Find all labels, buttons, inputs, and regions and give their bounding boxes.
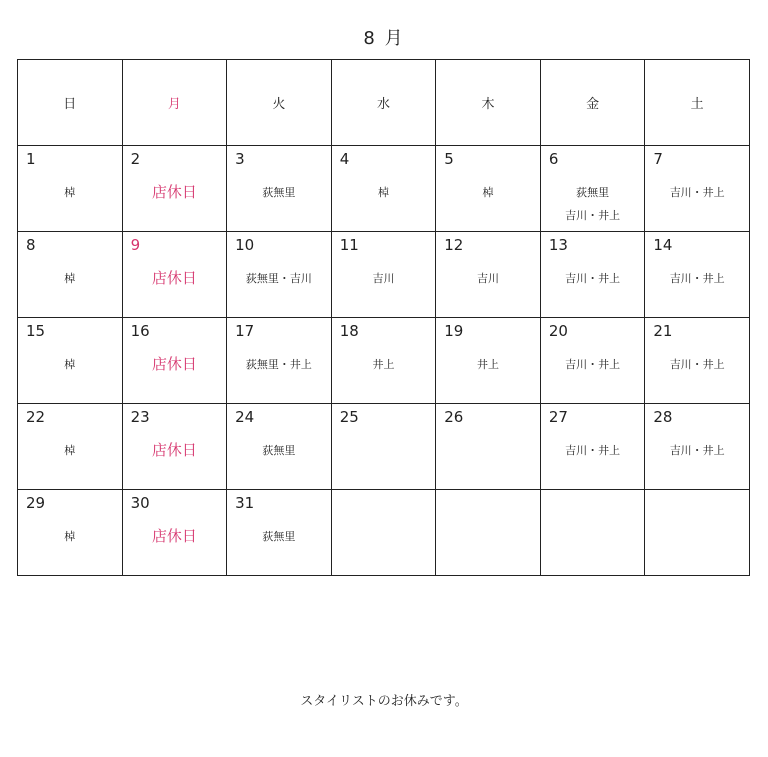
day-number <box>645 490 749 512</box>
closed-day-label: 店休日 <box>151 269 197 287</box>
day-number <box>332 490 436 512</box>
day-notes <box>123 439 227 462</box>
day-notes <box>123 181 227 204</box>
weekday-header: 水 <box>331 60 436 146</box>
day-notes <box>227 439 331 462</box>
day-cell <box>18 146 123 232</box>
staff-off-label: 吉川・井上 <box>669 272 725 285</box>
day-cell <box>331 232 436 318</box>
day-notes <box>436 181 540 204</box>
empty-cell <box>645 490 750 576</box>
staff-off-label: 井上 <box>477 358 500 371</box>
day-number: 6 <box>548 150 559 168</box>
day-number: 4 <box>339 150 350 168</box>
day-cell <box>122 490 227 576</box>
weekday-header: 土 <box>645 60 750 146</box>
day-number: 18 <box>339 322 359 340</box>
day-notes <box>227 181 331 204</box>
day-number: 22 <box>26 408 46 426</box>
day-number: 26 <box>444 408 464 426</box>
day-notes <box>18 267 122 290</box>
day-number <box>436 490 540 512</box>
day-notes <box>541 353 645 376</box>
day-number: 21 <box>653 322 673 340</box>
day-cell <box>436 404 541 490</box>
weekday-header-row <box>18 60 750 146</box>
day-notes <box>332 353 436 376</box>
day-notes <box>541 439 645 462</box>
calendar-title: 8 月 <box>363 28 405 49</box>
day-cell <box>227 232 332 318</box>
week-row <box>18 318 750 404</box>
day-notes <box>227 525 331 548</box>
day-number: 5 <box>444 150 454 168</box>
staff-off-label: 吉川・井上 <box>669 186 725 199</box>
day-number: 14 <box>653 236 673 254</box>
empty-cell <box>540 490 645 576</box>
day-notes <box>18 353 122 376</box>
day-cell <box>540 404 645 490</box>
staff-off-label: 吉川・井上 <box>565 358 621 371</box>
staff-off-label: 荻無里 <box>262 444 296 457</box>
staff-off-label: 荻無里 <box>576 186 610 199</box>
staff-off-label: 棹 <box>64 444 76 457</box>
day-cell <box>331 404 436 490</box>
day-number: 15 <box>26 322 46 340</box>
day-notes <box>18 181 122 204</box>
staff-off-label: 棹 <box>64 272 76 285</box>
day-number: 1 <box>26 150 36 168</box>
empty-cell <box>436 490 541 576</box>
day-number: 3 <box>235 150 245 168</box>
day-cell <box>436 318 541 404</box>
day-notes <box>645 439 749 462</box>
calendar-body <box>18 146 750 576</box>
closed-day-label: 店休日 <box>151 355 197 373</box>
day-cell <box>18 404 123 490</box>
day-number: 24 <box>235 408 255 426</box>
weekday-header: 火 <box>227 60 332 146</box>
day-number: 30 <box>130 494 150 512</box>
staff-off-label: 棹 <box>482 186 494 199</box>
day-cell <box>122 318 227 404</box>
day-notes <box>332 267 436 290</box>
staff-off-label: 棹 <box>64 530 76 543</box>
staff-off-label: 吉川・井上 <box>669 444 725 457</box>
staff-off-label: 荻無里 <box>262 530 296 543</box>
day-notes <box>227 353 331 376</box>
day-notes <box>332 181 436 204</box>
day-number: 27 <box>548 408 568 426</box>
day-cell <box>331 318 436 404</box>
day-number: 8 <box>26 236 36 254</box>
day-cell <box>540 318 645 404</box>
week-row <box>18 146 750 232</box>
closed-day-label: 店休日 <box>151 183 197 201</box>
day-notes <box>645 353 749 376</box>
day-number: 11 <box>339 236 359 254</box>
staff-off-label: 吉川・井上 <box>565 272 621 285</box>
empty-cell <box>331 490 436 576</box>
day-number: 31 <box>235 494 255 512</box>
day-cell <box>645 146 750 232</box>
footer-note: スタイリストのお休みです。 <box>300 694 468 709</box>
day-number: 29 <box>26 494 46 512</box>
day-number: 23 <box>130 408 150 426</box>
day-notes <box>541 181 645 227</box>
staff-off-label: 吉川・井上 <box>565 444 621 457</box>
staff-off-label: 井上 <box>372 358 395 371</box>
day-cell <box>227 318 332 404</box>
day-number: 28 <box>653 408 673 426</box>
day-cell <box>122 146 227 232</box>
day-number: 25 <box>339 408 359 426</box>
day-number: 12 <box>444 236 464 254</box>
day-number: 20 <box>548 322 568 340</box>
day-number: 19 <box>444 322 464 340</box>
day-notes <box>123 525 227 548</box>
staff-off-label: 荻無里・井上 <box>245 358 312 371</box>
day-cell <box>18 490 123 576</box>
staff-off-label: 吉川 <box>372 272 395 285</box>
weekday-header: 木 <box>436 60 541 146</box>
closed-day-label: 店休日 <box>151 527 197 545</box>
day-number: 9 <box>130 236 141 254</box>
day-cell <box>645 232 750 318</box>
day-cell <box>18 318 123 404</box>
day-cell <box>436 232 541 318</box>
day-notes <box>541 267 645 290</box>
day-cell <box>540 146 645 232</box>
day-number: 17 <box>235 322 255 340</box>
day-number <box>541 490 645 512</box>
day-notes <box>123 267 227 290</box>
weekday-header: 日 <box>18 60 123 146</box>
day-cell <box>227 404 332 490</box>
day-notes <box>18 525 122 548</box>
staff-off-label: 荻無里 <box>262 186 296 199</box>
calendar-grid <box>17 59 750 576</box>
day-cell <box>540 232 645 318</box>
weekday-header: 金 <box>540 60 645 146</box>
day-number: 16 <box>130 322 150 340</box>
day-number: 7 <box>653 150 663 168</box>
staff-off-label: 吉川・井上 <box>565 209 621 222</box>
day-notes <box>227 267 331 290</box>
day-cell <box>227 490 332 576</box>
day-notes <box>645 267 749 290</box>
day-cell <box>122 232 227 318</box>
staff-off-label: 棹 <box>64 186 76 199</box>
week-row <box>18 232 750 318</box>
closed-day-label: 店休日 <box>151 441 197 459</box>
day-number: 13 <box>548 236 568 254</box>
staff-off-label: 棹 <box>64 358 76 371</box>
day-cell <box>436 146 541 232</box>
weekday-header: 月 <box>122 60 227 146</box>
day-number: 2 <box>130 150 141 168</box>
week-row <box>18 490 750 576</box>
day-cell <box>645 318 750 404</box>
week-row <box>18 404 750 490</box>
staff-off-label: 荻無里・吉川 <box>245 272 312 285</box>
day-cell <box>18 232 123 318</box>
day-notes <box>436 353 540 376</box>
staff-off-label: 棹 <box>377 186 389 199</box>
day-number: 10 <box>235 236 255 254</box>
day-notes <box>645 181 749 204</box>
day-cell <box>331 146 436 232</box>
staff-off-label: 吉川 <box>477 272 500 285</box>
day-cell <box>645 404 750 490</box>
staff-off-label: 吉川・井上 <box>669 358 725 371</box>
day-notes <box>436 267 540 290</box>
day-cell <box>227 146 332 232</box>
day-notes <box>123 353 227 376</box>
day-cell <box>122 404 227 490</box>
day-notes <box>18 439 122 462</box>
